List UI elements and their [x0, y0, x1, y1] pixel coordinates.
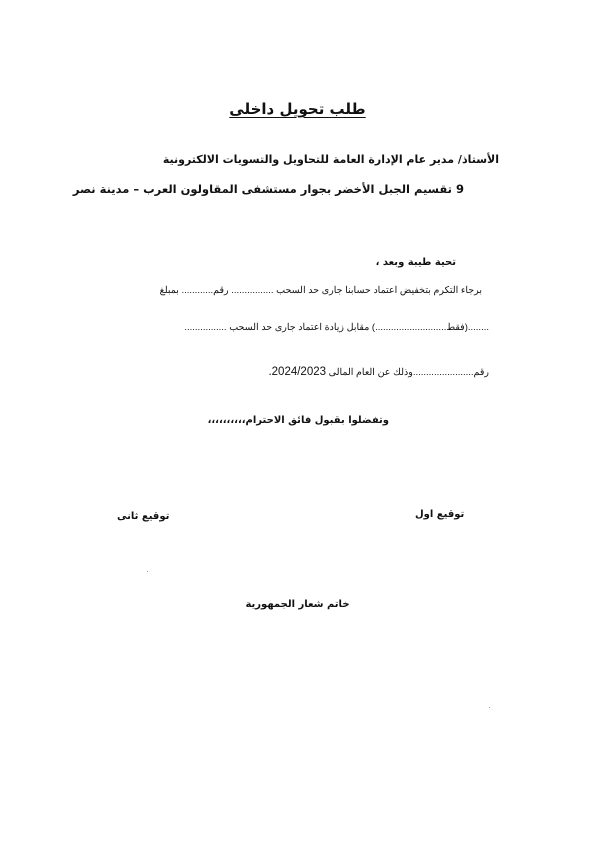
second-signature-label: توقيع ثانى — [117, 511, 170, 522]
addressee-line: الأستاذ/ مدير عام الإدارة العامة للتحاويل والتسويات الالكترونية — [162, 153, 499, 166]
greeting-line: تحية طيبة وبعد ، — [375, 257, 456, 268]
scan-speck — [147, 571, 148, 572]
request-line-2: ........(فقط...........................) مقابل زيادة اعتماد جارى حد السحب ................ — [184, 322, 489, 333]
first-signature-label: توقيع اول — [415, 509, 465, 520]
scan-speck — [489, 707, 490, 708]
request-line-3 — [268, 367, 489, 379]
seal-label: خاتم شعار الجمهورية — [245, 599, 350, 610]
document-title: طلب تحويل داخلى — [229, 100, 366, 118]
address-line: 9 تقسيم الجبل الأخضر بجوار مستشفى المقاولون العرب – مدينة نصر — [72, 182, 464, 196]
request-line-1: برجاء التكرم بتخفيض اعتماد حسابنا جارى حد السحب ................ رقم............ بمبلغ — [159, 285, 482, 296]
fiscal-year: 2024/2023. — [268, 366, 327, 378]
request-line-3-text: رقم.......................وذلك عن العام المالى — [328, 367, 489, 378]
closing-line: وتفضلوا بقبول فائق الاحترام،،،،،،،،،، — [207, 415, 389, 426]
